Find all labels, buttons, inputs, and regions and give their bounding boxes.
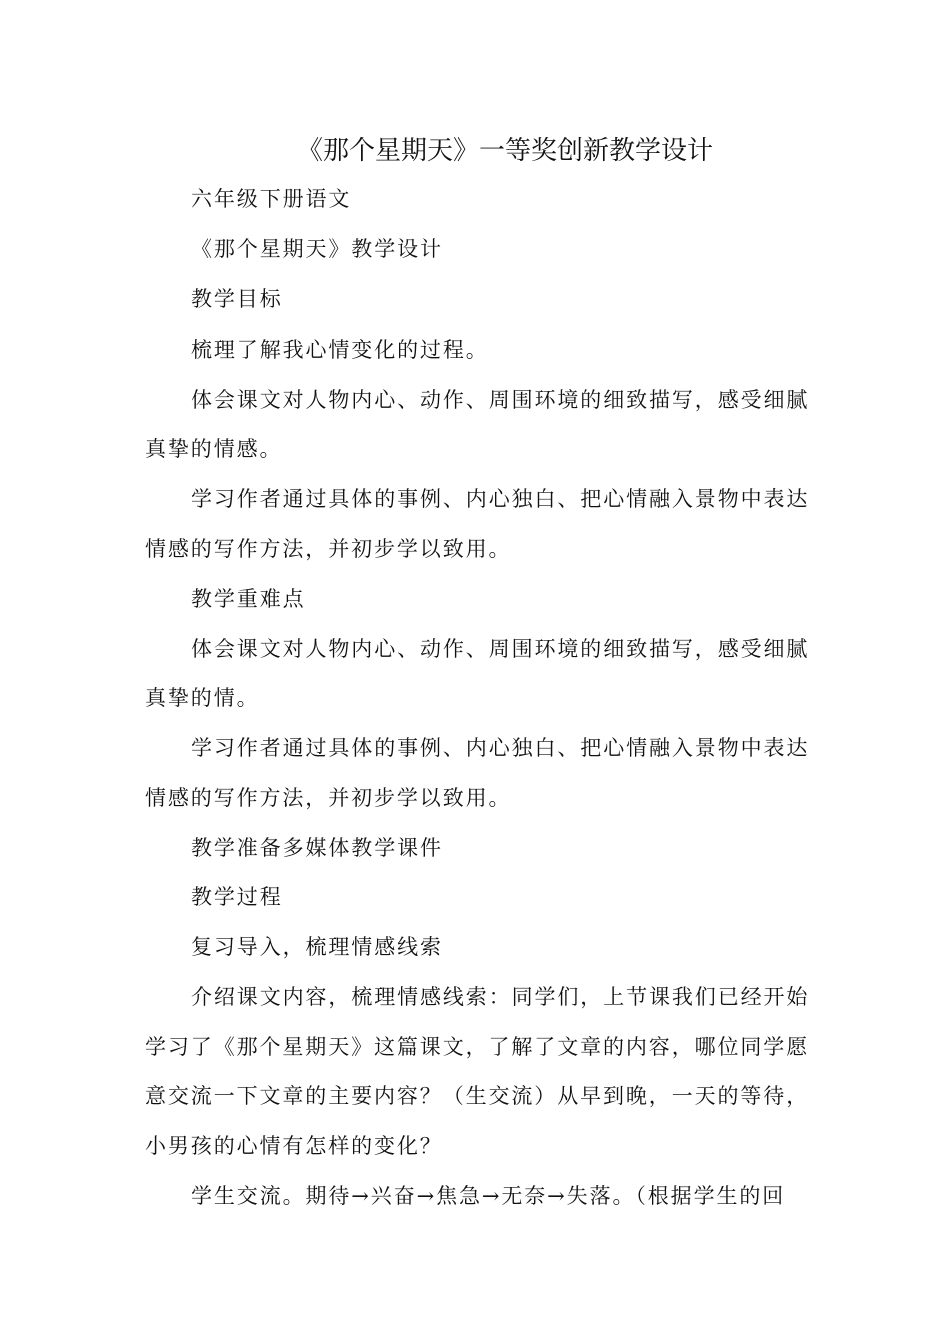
- heading-teaching-goals: 教学目标: [191, 287, 283, 311]
- paragraph-line: 小男孩的心情有怎样的变化？: [145, 1134, 443, 1158]
- paragraph-line: 体会课文对人物内心、动作、周围环境的细致描写，感受细腻: [191, 388, 810, 412]
- paragraph-line: 学生交流。期待→兴奋→焦急→无奈→失落。（根据学生的回: [191, 1184, 786, 1208]
- paragraph-line: 学习了《那个星期天》这篇课文，了解了文章的内容，哪位同学愿: [145, 1035, 810, 1059]
- heading-teaching-process: 教学过程: [191, 885, 283, 909]
- heading-key-points: 教学重难点: [191, 587, 306, 611]
- text-line-subject: 六年级下册语文: [191, 187, 352, 211]
- paragraph-line: 真挚的情感。: [145, 437, 283, 461]
- paragraph-line: 体会课文对人物内心、动作、周围环境的细致描写，感受细腻: [191, 637, 810, 661]
- paragraph-line: 真挚的情。: [145, 686, 260, 710]
- paragraph-line: 意交流一下文章的主要内容？（生交流）从早到晚，一天的等待，: [145, 1084, 810, 1108]
- heading-review-intro: 复习导入，梳理情感线索: [191, 935, 443, 959]
- paragraph-line: 学习作者通过具体的事例、内心独白、把心情融入景物中表达: [191, 487, 810, 511]
- paragraph-line: 学习作者通过具体的事例、内心独白、把心情融入景物中表达: [191, 736, 810, 760]
- paragraph-line: 梳理了解我心情变化的过程。: [191, 338, 489, 362]
- paragraph-line: 情感的写作方法，并初步学以致用。: [145, 537, 512, 561]
- document-title: 《那个星期天》一等奖创新教学设计: [296, 136, 713, 166]
- paragraph-line: 情感的写作方法，并初步学以致用。: [145, 786, 512, 810]
- text-line-design-title: 《那个星期天》教学设计: [191, 237, 443, 261]
- heading-preparation: 教学准备多媒体教学课件: [191, 836, 443, 860]
- paragraph-line: 介绍课文内容，梳理情感线索：同学们，上节课我们已经开始: [191, 985, 810, 1009]
